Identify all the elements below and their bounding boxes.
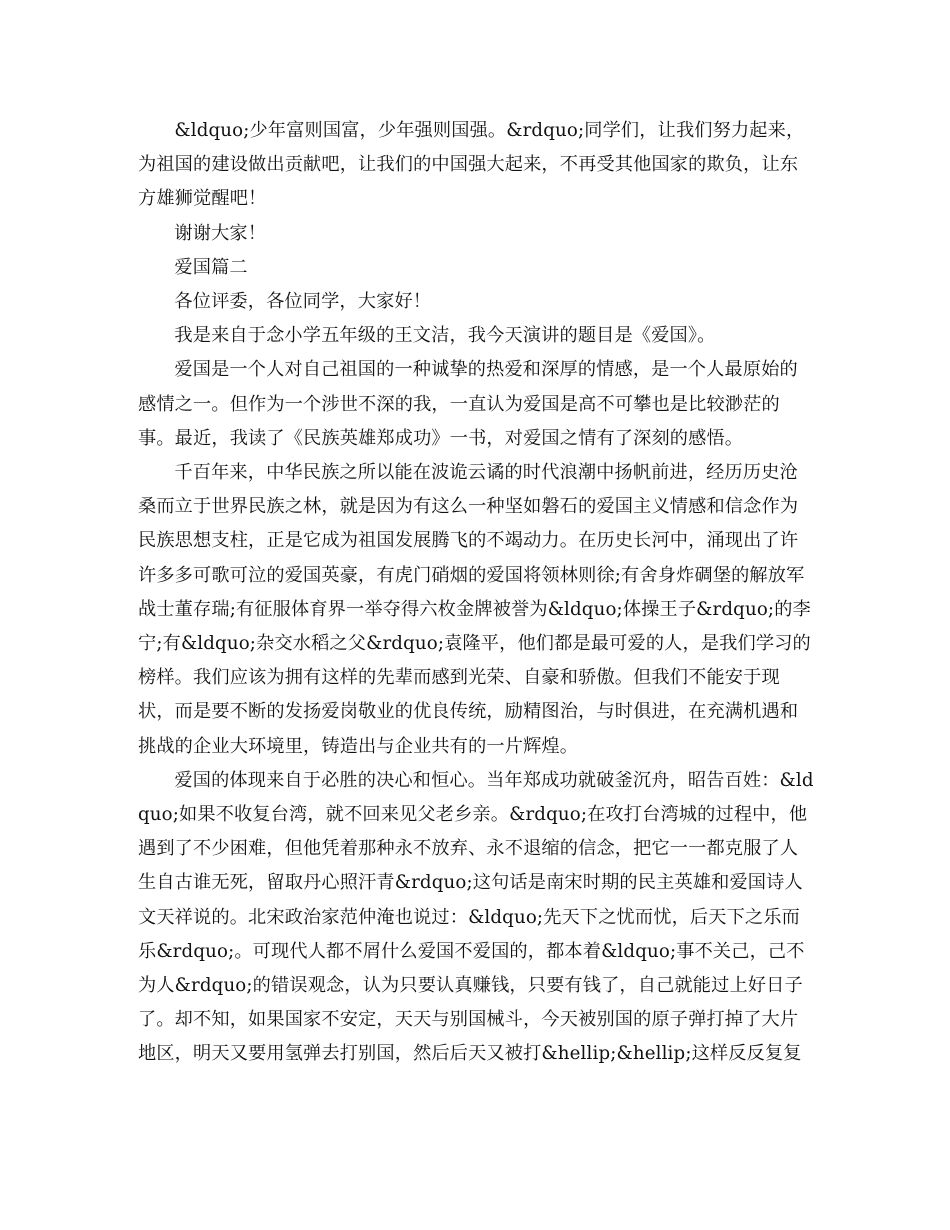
paragraph-speaker-intro: 我是来自于念小学五年级的王文洁，我今天演讲的题目是《爱国》。 [174,325,716,347]
paragraph-patriotism-definition: 爱国是一个人对自己祖国的一种诚挚的热爱和深厚的情感，是一个人最原始的感情之一。但作为一个涉世不深的我，一直认为爱国是高不可攀也是比较渺茫的事。最近，我读了《民族英雄郑成功》一书，对爱国之情有了深刻的感悟。 [138,359,798,449]
paragraph-patriotic-heroes: 千百年来，中华民族之所以能在波诡云谲的时代浪潮中扬帆前进，经历历史沧桑而立于世界民族之林，就是因为有这么一种坚如磐石的爱国主义情感和信念作为民族思想支柱，正是它成为祖国发展腾飞的不竭动力。在历史长河中，涌现出了许许多多可歌可泣的爱国英豪，有虎门硝烟的爱国将领林则徐;有舍身炸碉堡的解放军战士董存瑞;有征服体育界一举夺得六枚金牌被誉为&ldquo;体操王子&rdquo;的李宁;有&ldquo;杂交水稻之父&rdquo;袁隆平，他们都是最可爱的人，是我们学习的榜样。我们应该为拥有这样的先辈而感到光荣、自豪和骄傲。但我们不能安于现状，而是要不断的发扬爱岗敬业的优良传统，励精图治，与时俱进，在充满机遇和挑战的企业大环境里，铸造出与企业共有的一片辉煌。 [138,462,811,757]
paragraph-thanks: 谢谢大家！ [174,222,267,244]
paragraph-youth-strong-nation: &ldquo;少年富则国富，少年强则国强。&rdquo;同学们，让我们努力起来，为祖国的建设做出贡献吧，让我们的中国强大起来，不再受其他国家的欺负，让东方雄狮觉醒吧！ [138,120,805,210]
section-heading-patriotism-two: 爱国篇二 [174,256,248,278]
paragraph-determination: 爱国的体现来自于必胜的决心和恒心。当年郑成功就破釜沉舟，昭告百姓：&ldquo;如果不收复台湾，就不回来见父老乡亲。&rdquo;在攻打台湾城的过程中，他遇到了不少困难，但他凭着那种永不放弃、永不退缩的信念，把它一一都克服了人生自古谁无死，留取丹心照汗青&rdquo;这句话是南宋时期的民主英雄和爱国诗人文天祥说的。北宋政治家范仲淹也说过：&ldquo;先天下之忧而忧，后天下之乐而乐&rdquo;。可现代人都不屑什么爱国不爱国的，都本着&ldquo;事不关己，己不为人&rdquo;的错误观念，认为只要认真赚钱，只要有钱了，自己就能过上好日子了。却不知，如果国家不安定，天天与别国械斗，今天被别国的原子弹打掉了大片地区，明天又要用氢弹去打别国，然后后天又被打&hellip;&hellip;这样反反复复 [138,769,814,1065]
document-body [138,114,815,1072]
paragraph-greeting: 各位评委，各位同学，大家好！ [174,291,432,313]
